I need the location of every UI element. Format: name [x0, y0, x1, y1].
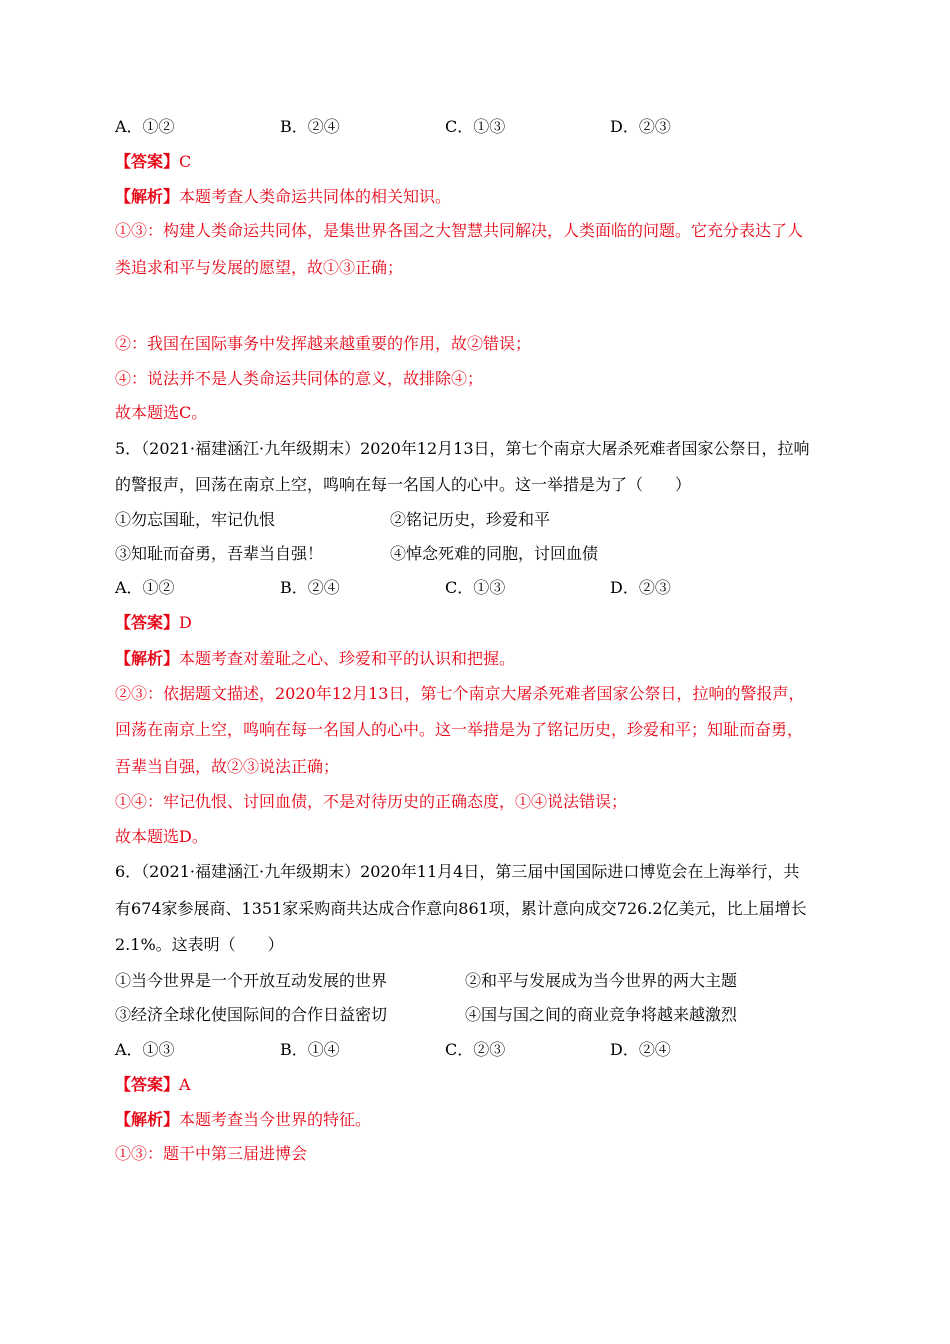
q6-option-d: D．②④	[610, 1040, 671, 1059]
q5-answer	[115, 612, 192, 634]
q5-statement-3: ③知耻而奋勇，吾辈当自强！	[115, 544, 324, 563]
q5-answer-label: 【答案】	[115, 613, 180, 632]
q4-analysis-label: 【解析】	[115, 187, 180, 206]
q4-analysis-line: ④：说法并不是人类命运共同体的意义，故排除④；	[115, 369, 484, 388]
q5-option-b: B．②④	[280, 578, 340, 597]
q4-answer	[115, 151, 191, 173]
q6-option-c: C．②③	[445, 1040, 506, 1059]
q6-stem-line: 有674家参展商、1351家采购商共达成合作意向861项，累计意向成交726.2亿美元，比上届增长	[115, 899, 807, 918]
q4-analysis-line: 类追求和平与发展的愿望，故①③正确；	[115, 258, 404, 277]
q4-option-d: D．②③	[610, 117, 671, 136]
q5-analysis-label: 【解析】	[115, 649, 180, 668]
q6-option-a: A．①③	[115, 1040, 175, 1059]
q5-analysis-line: 吾辈当自强，故②③说法正确；	[115, 757, 340, 776]
q5-stem-line: 的警报声，回荡在南京上空，鸣响在每一名国人的心中。这一举措是为了（ ）	[115, 475, 692, 494]
q5-conclusion: 故本题选D。	[115, 827, 208, 846]
q4-option-a: A．①②	[115, 117, 175, 136]
q6-option-b: B．①④	[280, 1040, 340, 1059]
q6-stem-line: 2.1%。这表明（ ）	[115, 935, 284, 954]
q5-option-a: A．①②	[115, 578, 175, 597]
q6-statement-3: ③经济全球化使国际间的合作日益密切	[115, 1005, 388, 1024]
q5-analysis-line: ①④：牢记仇恨、讨回血债，不是对待历史的正确态度，①④说法错误；	[115, 792, 628, 811]
q4-option-c: C．①③	[445, 117, 506, 136]
q6-answer-label: 【答案】	[115, 1075, 180, 1094]
q4-conclusion: 故本题选C。	[115, 403, 208, 422]
q5-analysis-line: ②③：依据题文描述，2020年12月13日，第七个南京大屠杀死难者国家公祭日，拉响的警报声，	[115, 684, 805, 703]
q4-answer-value: C	[179, 152, 192, 171]
q5-stem-line: 5．（2021·福建涵江·九年级期末）2020年12月13日，第七个南京大屠杀死难者国家公祭日，拉响	[115, 439, 810, 458]
q4-option-b: B．②④	[280, 117, 340, 136]
q6-analysis-text: 本题考查当今世界的特征。	[179, 1110, 372, 1129]
q5-analysis-line: 回荡在南京上空，鸣响在每一名国人的心中。这一举措是为了铭记历史，珍爱和平；知耻而奋勇，	[115, 720, 804, 739]
q5-option-c: C．①③	[445, 578, 506, 597]
q6-statement-1: ①当今世界是一个开放互动发展的世界	[115, 971, 388, 990]
q4-analysis-line: ②：我国在国际事务中发挥越来越重要的作用，故②错误；	[115, 334, 532, 353]
q6-analysis	[115, 1109, 371, 1131]
q4-analysis-line: ①③：构建人类命运共同体，是集世界各国之大智慧共同解决，人类面临的问题。它充分表达了人	[115, 221, 804, 240]
q5-option-d: D．②③	[610, 578, 671, 597]
q5-analysis	[115, 648, 515, 670]
q6-statement-2: ②和平与发展成为当今世界的两大主题	[465, 971, 738, 990]
q5-answer-value: D	[179, 613, 192, 632]
q4-analysis	[115, 186, 451, 208]
q5-statement-1: ①勿忘国耻，牢记仇恨	[115, 510, 276, 529]
q4-analysis-text: 本题考查人类命运共同体的相关知识。	[179, 187, 452, 206]
q6-answer	[115, 1074, 191, 1096]
q6-answer-value: A	[179, 1075, 191, 1094]
q5-analysis-text: 本题考查对羞耻之心、珍爱和平的认识和把握。	[179, 649, 516, 668]
q5-statement-4: ④悼念死难的同胞，讨回血债	[390, 544, 599, 563]
q6-stem-line: 6．（2021·福建涵江·九年级期末）2020年11月4日，第三届中国国际进口博览会在上海举行，共	[115, 862, 800, 881]
q6-analysis-line: ①③：题干中第三届进博会	[115, 1144, 308, 1163]
q4-answer-label: 【答案】	[115, 152, 180, 171]
q5-statement-2: ②铭记历史，珍爱和平	[390, 510, 551, 529]
q6-analysis-label: 【解析】	[115, 1110, 180, 1129]
q6-statement-4: ④国与国之间的商业竞争将越来越激烈	[465, 1005, 738, 1024]
